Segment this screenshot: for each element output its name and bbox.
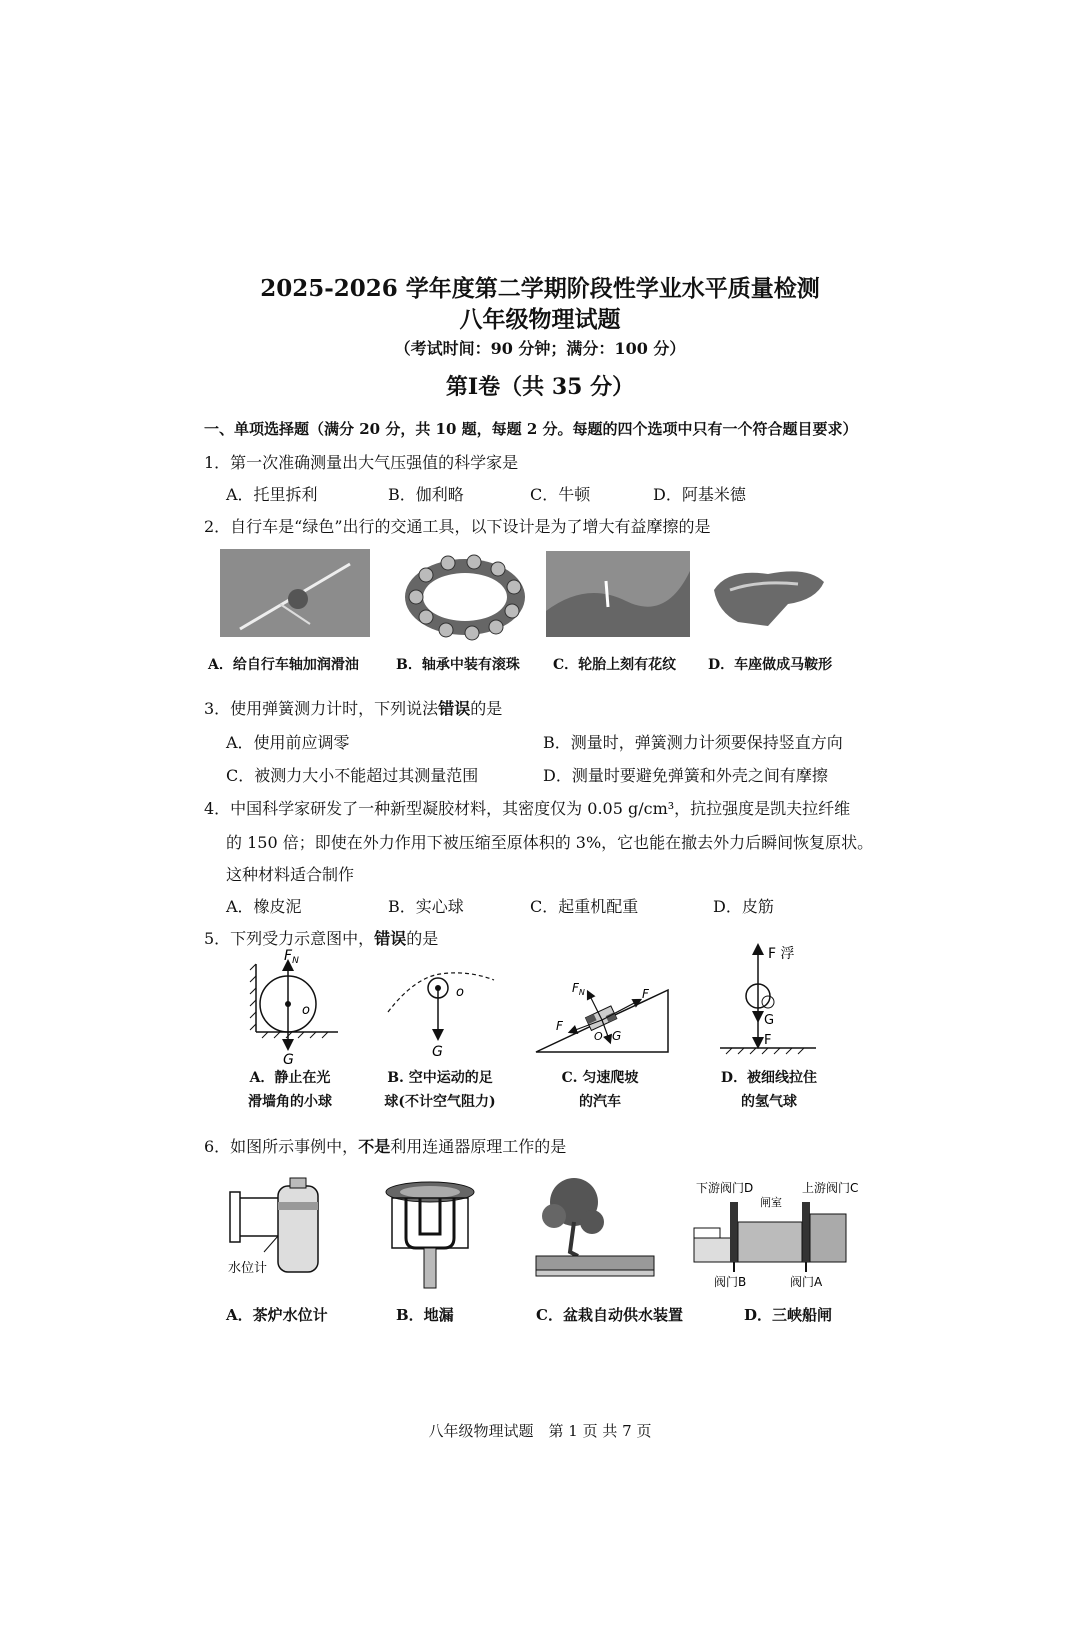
q6-diagram-c <box>530 1172 660 1278</box>
q2-caption-c: C．轮胎上刻有花纹 <box>553 657 677 673</box>
q3-option-a: A．使用前应调零 <box>226 733 350 752</box>
question-4-line1: 4．中国科学家研发了一种新型凝胶材料，其密度仅为 0.05 g/cm³，抗拉强度是凯夫拉纤维 <box>204 799 851 818</box>
q5-caption-a: A．静止在光 滑墙角的小球 <box>248 1070 332 1110</box>
q6-diagram-d <box>690 1178 859 1290</box>
q5a-fn-label: $F_N$ <box>284 948 299 966</box>
q1-option-c: C．牛顿 <box>530 485 591 504</box>
q5-caption-d: D．被细线拉住 的氢气球 <box>720 1070 818 1110</box>
q6-diagram-b <box>382 1178 478 1290</box>
q5c-f-down-label: F <box>556 1019 563 1033</box>
exam-subtitle: 八年级物理试题 <box>459 306 621 333</box>
question-4-line2: 的 150 倍；即使在外力作用下被压缩至原体积的 3%，它也能在撤去外力后瞬间恢复原状。 <box>226 833 874 852</box>
q5-diagram-d <box>720 940 820 1060</box>
q5-diagram-c <box>532 976 672 1054</box>
exam-info: （考试时间：90 分钟；满分：100 分） <box>394 339 686 358</box>
question-1-stem: 1．第一次准确测量出大气压强值的科学家是 <box>204 453 519 472</box>
q5-diagram-b <box>384 968 498 1058</box>
question-5-stem: 5．下列受力示意图中，错误的是 <box>204 929 439 948</box>
question-6-stem: 6．如图所示事例中，不是利用连通器原理工作的是 <box>204 1137 567 1156</box>
q5d-ffloat-label: F 浮 <box>768 946 795 962</box>
q6a-gauge-label: 水位计 <box>228 1261 268 1276</box>
q3-option-d: D．测量时要避免弹簧和外壳之间有摩擦 <box>543 766 828 785</box>
q6d-up-gate-label: 上游阀门C <box>802 1181 859 1195</box>
q4-option-b: B．实心球 <box>388 897 464 916</box>
q6d-valve-a-label: 阀门A <box>790 1275 823 1289</box>
q6-caption-d: D．三峡船闸 <box>744 1306 833 1324</box>
q4-option-c: C．起重机配重 <box>530 897 639 916</box>
q2-photo-a <box>220 549 370 637</box>
q4-option-d: D．皮筋 <box>713 897 774 916</box>
question-4-line3: 这种材料适合制作 <box>226 865 355 884</box>
q6-caption-b: B．地漏 <box>396 1306 454 1324</box>
q6d-down-gate-label: 下游阀门D <box>696 1181 754 1195</box>
exam-title: 2025-2026 学年度第二学期阶段性学业水平质量检测 <box>260 275 820 302</box>
q5-caption-c: C. 匀速爬坡 的汽车 <box>561 1070 639 1110</box>
q2-photo-d <box>708 560 826 630</box>
q5c-o-label: O <box>594 1030 603 1043</box>
q5c-fn-label: $F_N$ <box>572 981 585 997</box>
question-2-stem: 2．自行车是“绿色”出行的交通工具，以下设计是为了增大有益摩擦的是 <box>204 517 711 536</box>
q2-photo-b <box>402 555 528 639</box>
q5b-o-label: o <box>456 985 464 1000</box>
q6-diagram-a <box>224 1172 334 1282</box>
q6d-valve-b-label: 阀门B <box>714 1275 747 1289</box>
q3-option-b: B．测量时，弹簧测力计须要保持竖直方向 <box>543 733 843 752</box>
q2-caption-b: B．轴承中装有滚珠 <box>396 657 520 673</box>
q5c-f-up-label: F <box>642 987 649 1001</box>
q5a-g-label: G <box>283 1052 294 1068</box>
question-3-stem: 3．使用弹簧测力计时，下列说法错误的是 <box>204 699 503 718</box>
q5b-g-label: G <box>432 1044 443 1060</box>
q1-option-a: A．托里拆利 <box>226 485 318 504</box>
q5-diagram-a <box>248 948 348 1066</box>
page-footer: 八年级物理试题 第 1 页 共 7 页 <box>428 1422 652 1440</box>
q5c-g-label: G <box>612 1029 622 1043</box>
q5d-f-label: F <box>764 1033 772 1048</box>
q5d-g-label: G <box>764 1013 775 1028</box>
q6d-chamber-label: 闸室 <box>760 1196 782 1209</box>
q3-option-c: C．被测力大小不能超过其测量范围 <box>226 766 479 785</box>
q6-caption-a: A．茶炉水位计 <box>226 1306 328 1324</box>
q1-option-d: D．阿基米德 <box>653 485 746 504</box>
q2-caption-a: A．给自行车轴加润滑油 <box>208 657 359 673</box>
q1-option-b: B．伽利略 <box>388 485 464 504</box>
q5a-o-label: o <box>302 1003 310 1018</box>
q5-caption-b: B. 空中运动的足 球(不计空气阻力) <box>384 1070 496 1110</box>
q4-option-a: A．橡皮泥 <box>226 897 302 916</box>
volume-heading: 第Ⅰ卷（共 35 分） <box>445 374 635 400</box>
q2-caption-d: D．车座做成马鞍形 <box>708 657 833 673</box>
section-heading: 一、单项选择题（满分 20 分，共 10 题，每题 2 分。每题的四个选项中只有一个符合题目要求） <box>204 420 858 438</box>
q6-caption-c: C．盆栽自动供水装置 <box>536 1306 683 1324</box>
q2-photo-c <box>546 551 690 637</box>
